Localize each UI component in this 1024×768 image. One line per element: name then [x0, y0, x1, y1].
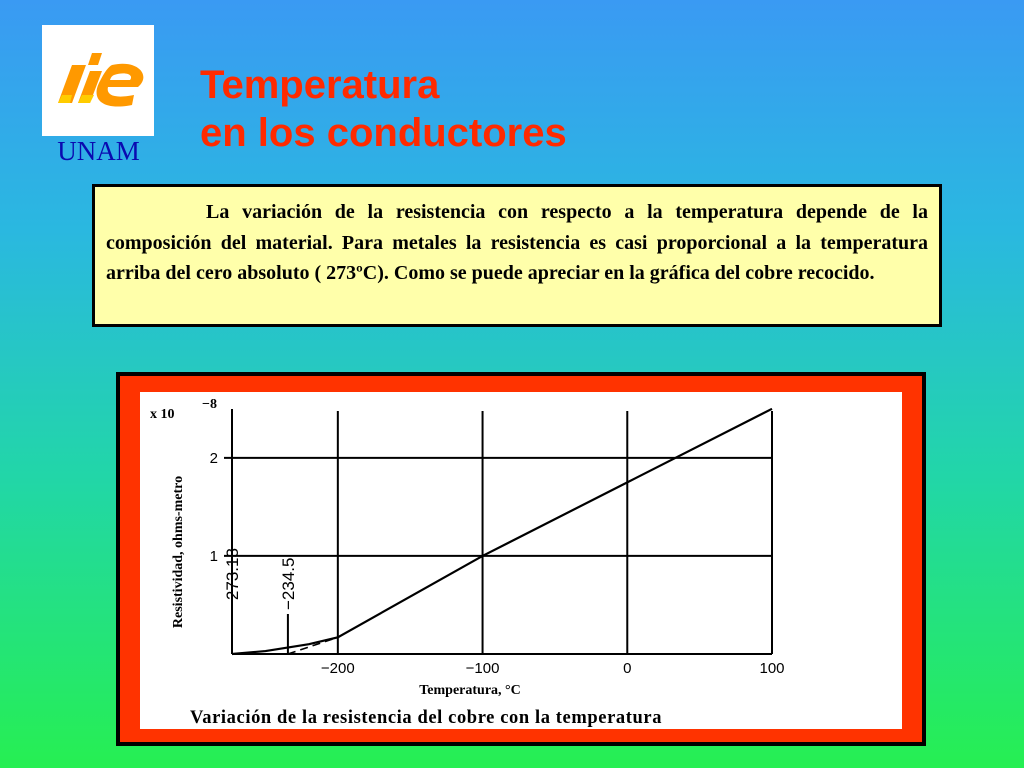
chart-border — [120, 376, 922, 742]
logo-text: UNAM — [57, 136, 140, 166]
x-tick-label: 0 — [623, 660, 632, 677]
y-multiplier-exponent: −8 — [202, 397, 217, 412]
page-title-line-2: en los conductores — [200, 111, 567, 155]
grid — [224, 409, 772, 654]
x-tick-label: 100 — [759, 660, 785, 677]
y-tick-label: 1 — [209, 547, 218, 565]
chart-caption: Variación de la resistencia del cobre con la temperatura — [190, 708, 663, 728]
info-text: La variación de la resistencia con respecto a la temperatura depende de la composición del material. Para metales la resistencia es casi proporcional a la temperatura arriba del cero absoluto ( 273ºC). Como se puede apreciar en la gráfica del cobre recocido. — [106, 201, 928, 284]
logo — [42, 25, 154, 136]
info-box — [92, 184, 942, 327]
y-axis-title: Resistividad, ohms-metro — [171, 475, 186, 629]
series — [232, 409, 772, 654]
x-tick-label: −100 — [465, 660, 500, 677]
x-axis-title: Temperatura, °C — [419, 683, 521, 698]
series-line — [232, 409, 772, 654]
y-tick-label: 2 — [209, 449, 218, 467]
chart — [140, 392, 902, 729]
x-tick-label: −200 — [320, 660, 355, 677]
iie-logo-icon — [42, 25, 154, 136]
annotation-label: −273.13 — [223, 548, 242, 610]
annotation-label: −234.5 — [278, 557, 298, 610]
chart-panel — [140, 392, 902, 729]
chart-frame — [116, 372, 926, 746]
annotations — [223, 548, 298, 654]
y-multiplier-label: x 10 — [150, 407, 175, 422]
page-title-line-1: Temperatura — [200, 63, 440, 107]
